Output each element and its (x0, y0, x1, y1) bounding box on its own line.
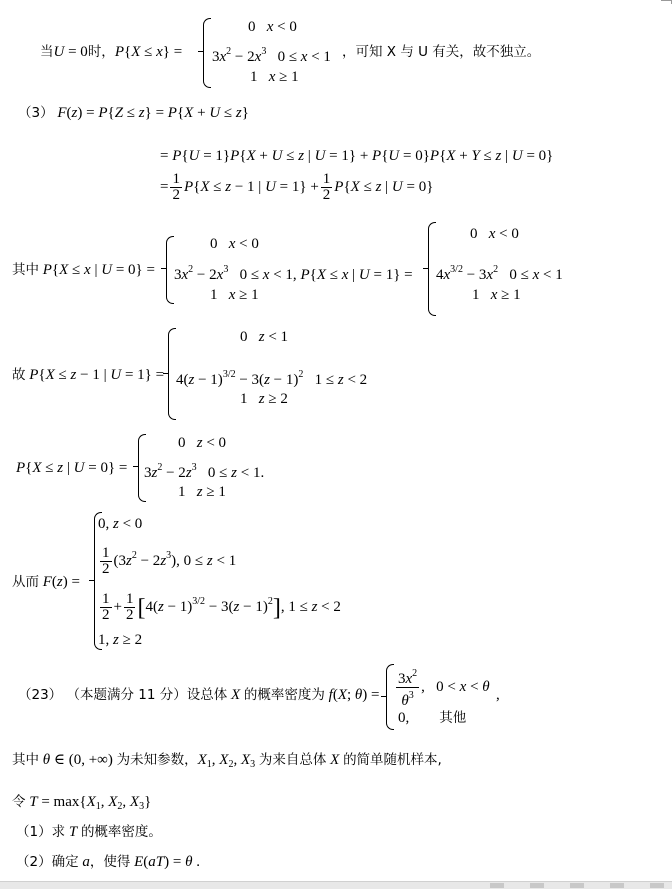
view-icon[interactable] (530, 883, 544, 888)
pz-lead: P{X ≤ z | U = 0} = (16, 460, 128, 476)
u0-tail: ，可知 X 与 U 有关，故不独立。 (342, 44, 541, 60)
case-line: 0 z < 0 (178, 435, 227, 451)
case-line: $\frac{1}{2}$ + $\frac{1}{2}$ $[4(z - 1)^{3/2} - 3(z - 1)^2]$, 1 ≤ z < 2 (102, 591, 341, 624)
case-line: $\frac{3x^2}{\theta^3}$ , 0 < x < θ (398, 668, 490, 709)
case-line: 0 x < 0 (248, 19, 297, 35)
brace-u0 (203, 18, 211, 88)
page-corner-mark (661, 0, 672, 4)
case-line: $3z^2 - 2z^3$ 0 ≤ z < 1. (144, 462, 265, 481)
part3-step1: = P{U = 1}P{X + U ≤ z | U = 1} + P{U = 0}P{X + Y ≤ z | U = 0} (160, 148, 554, 164)
part3-head: （3） F(z) = P{Z ≤ z} = P{X + U ≤ z} (18, 105, 249, 121)
case-line: 0 z < 1 (240, 329, 289, 345)
case-line: 1 x ≥ 1 (210, 287, 259, 303)
part3-step2: = $\frac{1}{2}$ P{X ≤ z − 1 | U = 1} + $\frac{1}{2}$ P{X ≤ z | U = 0} (160, 171, 434, 203)
where-lead: 其中 P{X ≤ x | U = 0} = (12, 262, 155, 278)
status-bar-icons (490, 883, 664, 888)
case-line: 0 x < 0 (470, 226, 519, 242)
case-line: $3x^2 - 2x^3$ 0 ≤ x < 1 (212, 46, 331, 65)
case-line: 1 x ≥ 1 (250, 69, 299, 85)
theta-line: 其中 θ ∈ (0, +∞) 为未知参数，$X_1$, $X_2$, $X_3$ 为来自总体 X 的简单随机样本, (12, 752, 442, 770)
view-icon[interactable] (490, 883, 504, 888)
q23-lead: （23） （本题满分 11 分）设总体 X 的概率密度为 f(X; θ) = (18, 687, 380, 703)
brace-u1-cond (428, 222, 436, 316)
case-line: 1 x ≥ 1 (472, 287, 521, 303)
brace-tip (198, 51, 204, 52)
case-line: $4(z - 1)^{3/2} - 3(z - 1)^2$ 1 ≤ z < 2 (176, 369, 368, 388)
brace-tip (423, 268, 429, 269)
therefore-lead: 故 P{X ≤ z − 1 | U = 1} = (12, 367, 165, 383)
u0-lead: 当U = 0时，P{X ≤ x} = (40, 44, 183, 60)
brace-tip (133, 466, 139, 467)
brace-tip (163, 373, 169, 374)
case-line: 0 x < 0 (210, 236, 259, 252)
question-1: （1）求 T 的概率密度。 (16, 824, 162, 840)
view-icon[interactable] (610, 883, 624, 888)
brace-q23 (386, 664, 394, 730)
view-icon[interactable] (650, 883, 664, 888)
case-line: 1 z ≥ 1 (178, 484, 226, 500)
fraction-half: $\frac{1}{2}$ (172, 171, 180, 203)
brace-u0-cond (166, 236, 174, 304)
case-line: 1, z ≥ 2 (98, 632, 143, 648)
q23-comma: , (496, 687, 500, 703)
question-2: （2）确定 a，使得 E(aT) = θ . (16, 854, 200, 870)
brace-tip (161, 268, 167, 269)
brace-tip (381, 696, 387, 697)
view-icon[interactable] (570, 883, 584, 888)
brace-tip (89, 580, 95, 581)
case-line: 0, 其他 (398, 710, 467, 726)
case-line: 1 z ≥ 2 (240, 391, 288, 407)
fz-lead: 从而 F(z) = (12, 574, 80, 590)
fraction-half: $\frac{1}{2}$ (322, 171, 331, 203)
case-line: 0, z < 0 (98, 516, 143, 532)
t-def: 令 $T = \max\{X_1$, $X_2$, $X_3$} (12, 794, 152, 812)
case-line: $\frac{1}{2}$ $(3z^2 - 2z^3)$, 0 ≤ z < 1 (102, 545, 237, 578)
brace-therefore (168, 328, 176, 420)
case-line: $4x^{3/2} - 3x^2$ 0 ≤ x < 1 (436, 264, 563, 283)
case-line: $3x^2 - 2x^3$ 0 ≤ x < 1, P{X ≤ x | U = 1} = (174, 264, 413, 283)
